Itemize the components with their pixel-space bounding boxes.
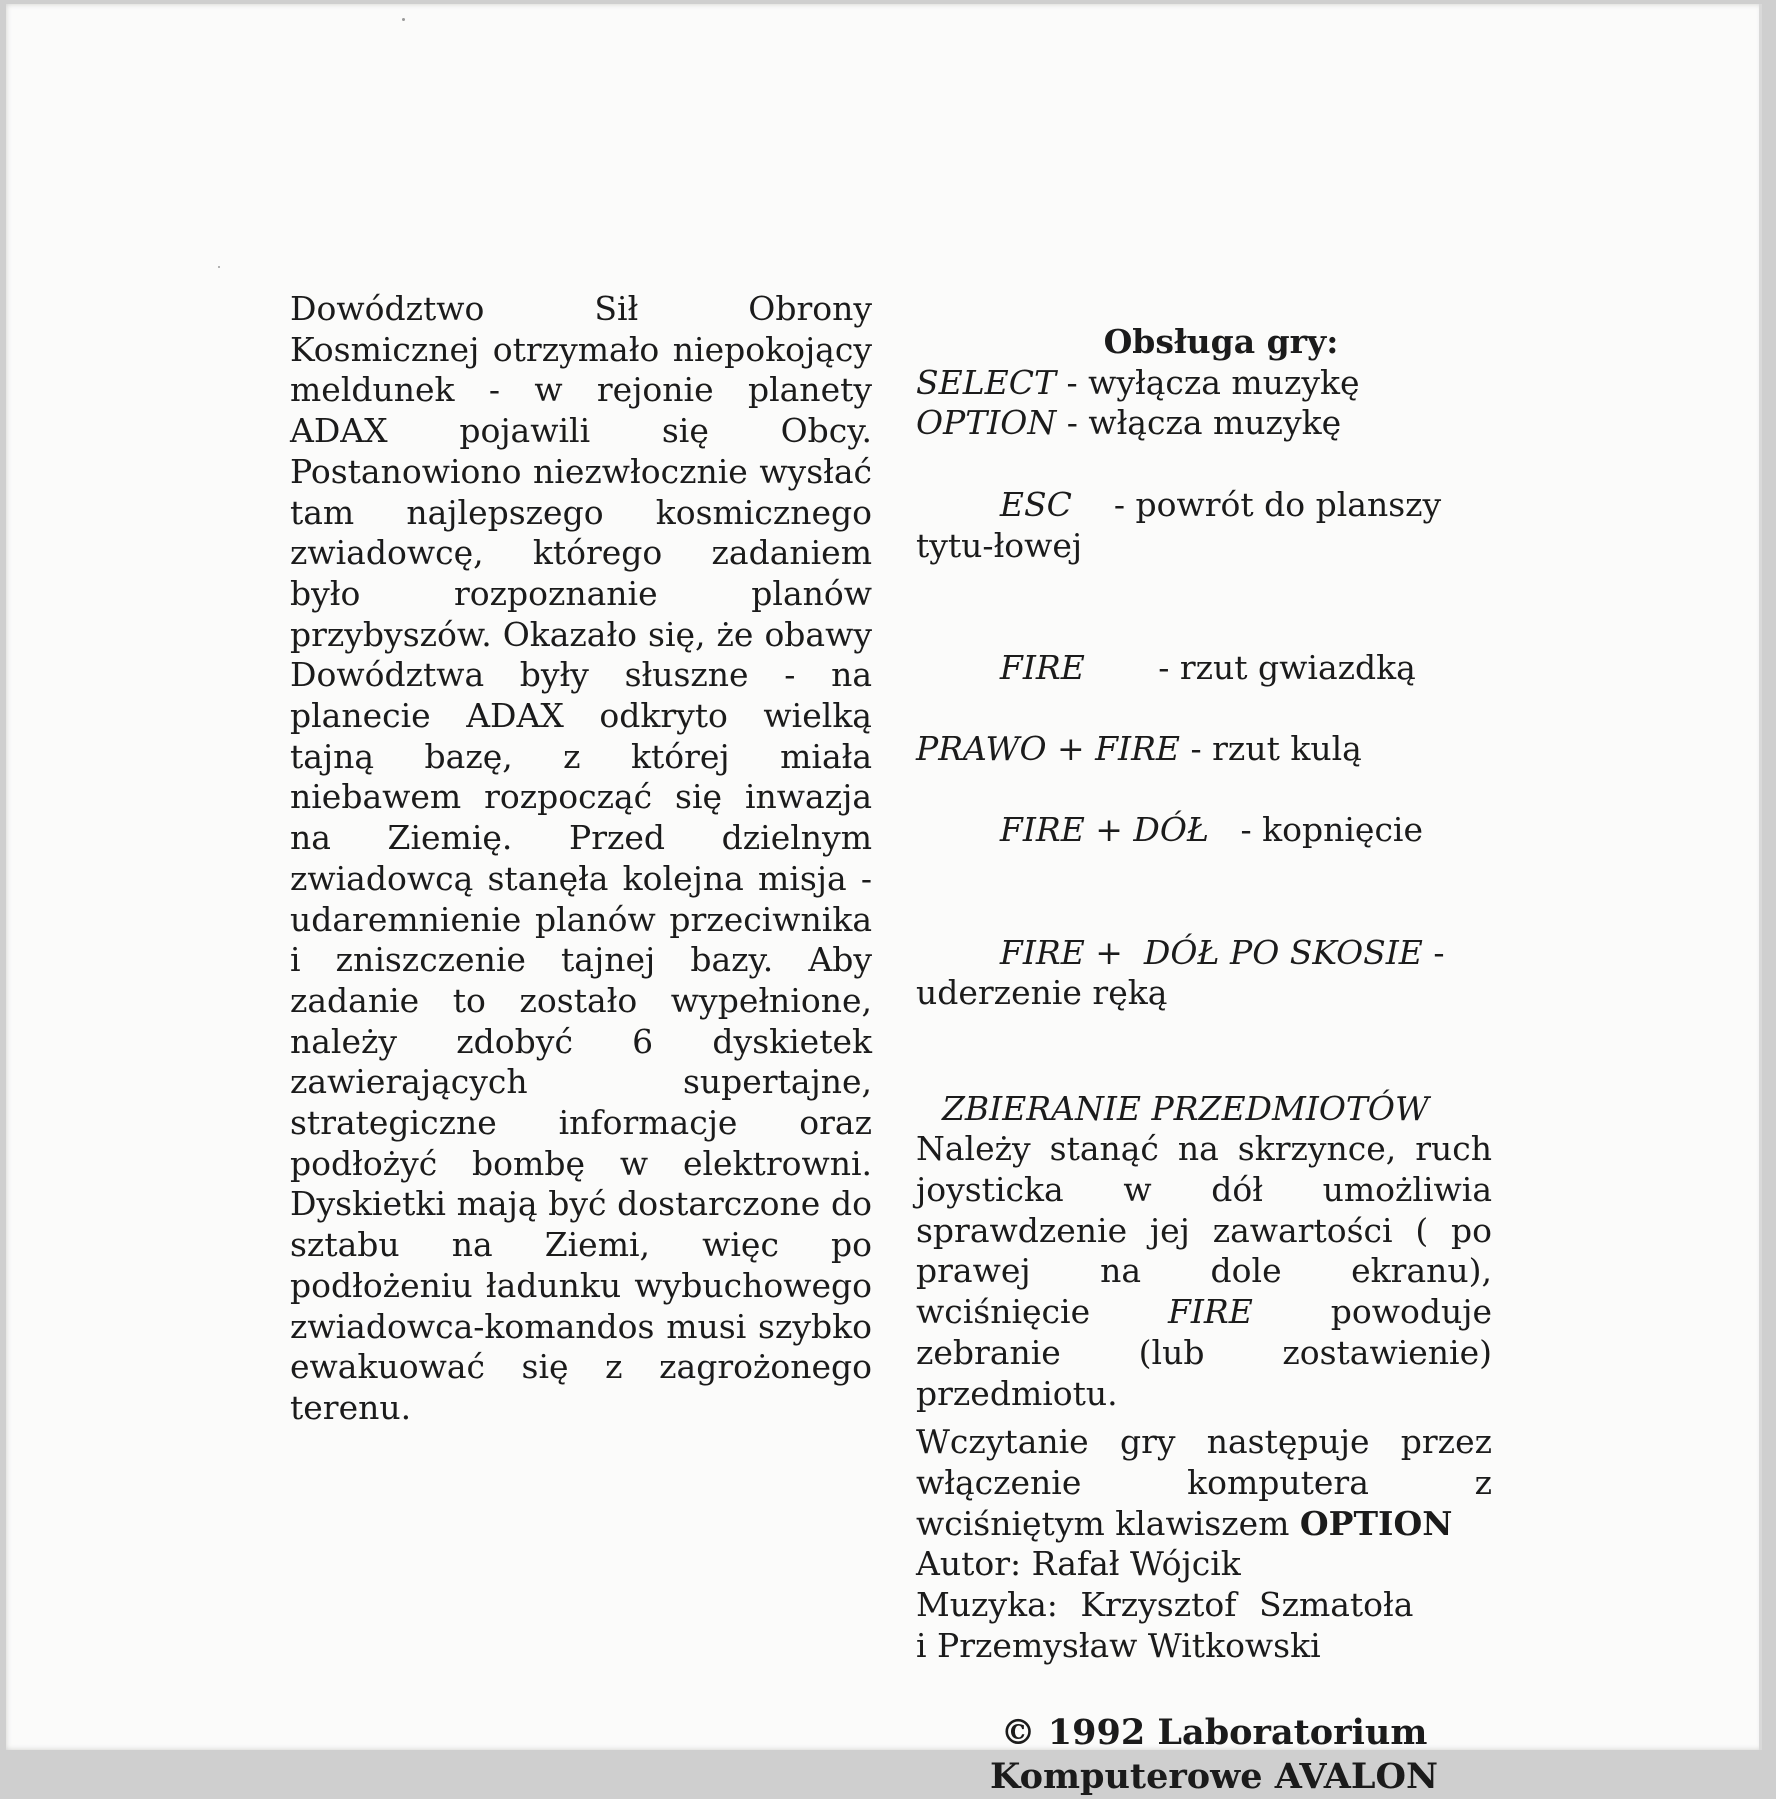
items-text — [916, 1129, 1492, 1414]
scan-edge — [1759, 4, 1762, 1750]
control-row — [916, 403, 1492, 444]
controls-list — [916, 363, 1492, 1055]
control-action: - wyłącza muzykę — [1055, 362, 1360, 402]
copyright-line-1: © 1992 Laboratorium — [1000, 1711, 1428, 1753]
control-key: PRAWO + FIRE — [916, 729, 1181, 769]
copyright-line-2: Komputerowe AVALON — [989, 1755, 1439, 1797]
control-action: - uderzenie ręką — [916, 932, 1456, 1013]
dust-speck — [218, 266, 220, 268]
story-text: Dowództwo Sił Obrony Kosmicznej otrzymało niepokojący meldunek - w rejonie planety ADAX pojawili się Obcy. Postanowiono niezwłocznie wysłać tam najlepszego kosmicznego zwiadowcę, którego zadaniem było rozpoznanie planów przybyszów. Okazało się, że obawy Dowództwa były słuszne - na planecie ADAX odkryto wielką tajną bazę, z której miała niebawem rozpocząć się inwazja na Ziemię. Przed dzielnym zwiadowcą stanęła kolejna misja - udaremnienie planów przeciwnika i zniszczenie tajnej bazy. Aby zadanie to zostało wypełnione, należy zdobyć 6 dyskietek zawierających supertajne, strategiczne informacje oraz podłożyć bombę w elektrowni. Dyskietki mają być dostarczone do sztabu na Ziemi, więc po podłożeniu ładunku wybuchowego zwiadowca-komandos musi szybko ewakuować się z zagrożonego terenu. — [290, 289, 872, 1427]
control-row — [916, 607, 1492, 729]
control-key: FIRE — [999, 647, 1085, 687]
controls-heading: Obsługa gry: — [1103, 322, 1339, 361]
control-row — [916, 770, 1492, 892]
control-row — [916, 363, 1492, 404]
control-key: ESC — [999, 484, 1072, 524]
control-key: FIRE + DÓŁ — [999, 810, 1210, 850]
control-action: - kopnięcie — [1209, 810, 1424, 850]
spacer — [916, 1414, 1492, 1422]
music-line-2: i Przemysław Witkowski — [916, 1625, 1321, 1665]
control-row — [916, 892, 1476, 1055]
items-text-after: powoduje zebranie (lub zostawienie) przedmiotu. — [916, 1292, 1492, 1413]
control-key: FIRE + DÓŁ PO SKOSIE — [999, 932, 1423, 972]
control-action: - włącza muzykę — [1056, 403, 1342, 443]
manual-page — [6, 4, 1762, 1797]
items-text-before: Należy stanąć na skrzynce, ruch joysticka w dół umożliwia sprawdzenie jej zawartości ( po prawej na dole ekranu), wciśnięcie — [916, 1129, 1492, 1332]
dust-speck — [402, 18, 405, 21]
control-action: - rzut kulą — [1180, 729, 1362, 769]
story-column — [290, 289, 872, 1429]
control-row — [916, 729, 1492, 770]
loading-key: OPTION — [1299, 1503, 1453, 1543]
author-line: Autor: Rafał Wójcik — [916, 1544, 1241, 1584]
info-column — [916, 322, 1492, 1799]
music-line: Muzyka: Krzysztof Szmatoła — [916, 1585, 1414, 1625]
control-key: SELECT — [916, 362, 1056, 402]
items-heading: ZBIERANIE PRZEDMIOTÓW — [942, 1088, 1429, 1128]
loading-text — [916, 1422, 1492, 1544]
control-row — [916, 444, 1476, 607]
loading-text-body: Wczytanie gry następuje przez włączenie komputera z wciśniętym klawiszem — [916, 1422, 1492, 1543]
control-action: - rzut gwiazdką — [1084, 647, 1416, 687]
control-action: - powrót do planszy tytu-łowej — [916, 484, 1452, 565]
copyright — [936, 1711, 1492, 1799]
items-key: FIRE — [1168, 1292, 1253, 1332]
control-key: OPTION — [916, 403, 1057, 443]
